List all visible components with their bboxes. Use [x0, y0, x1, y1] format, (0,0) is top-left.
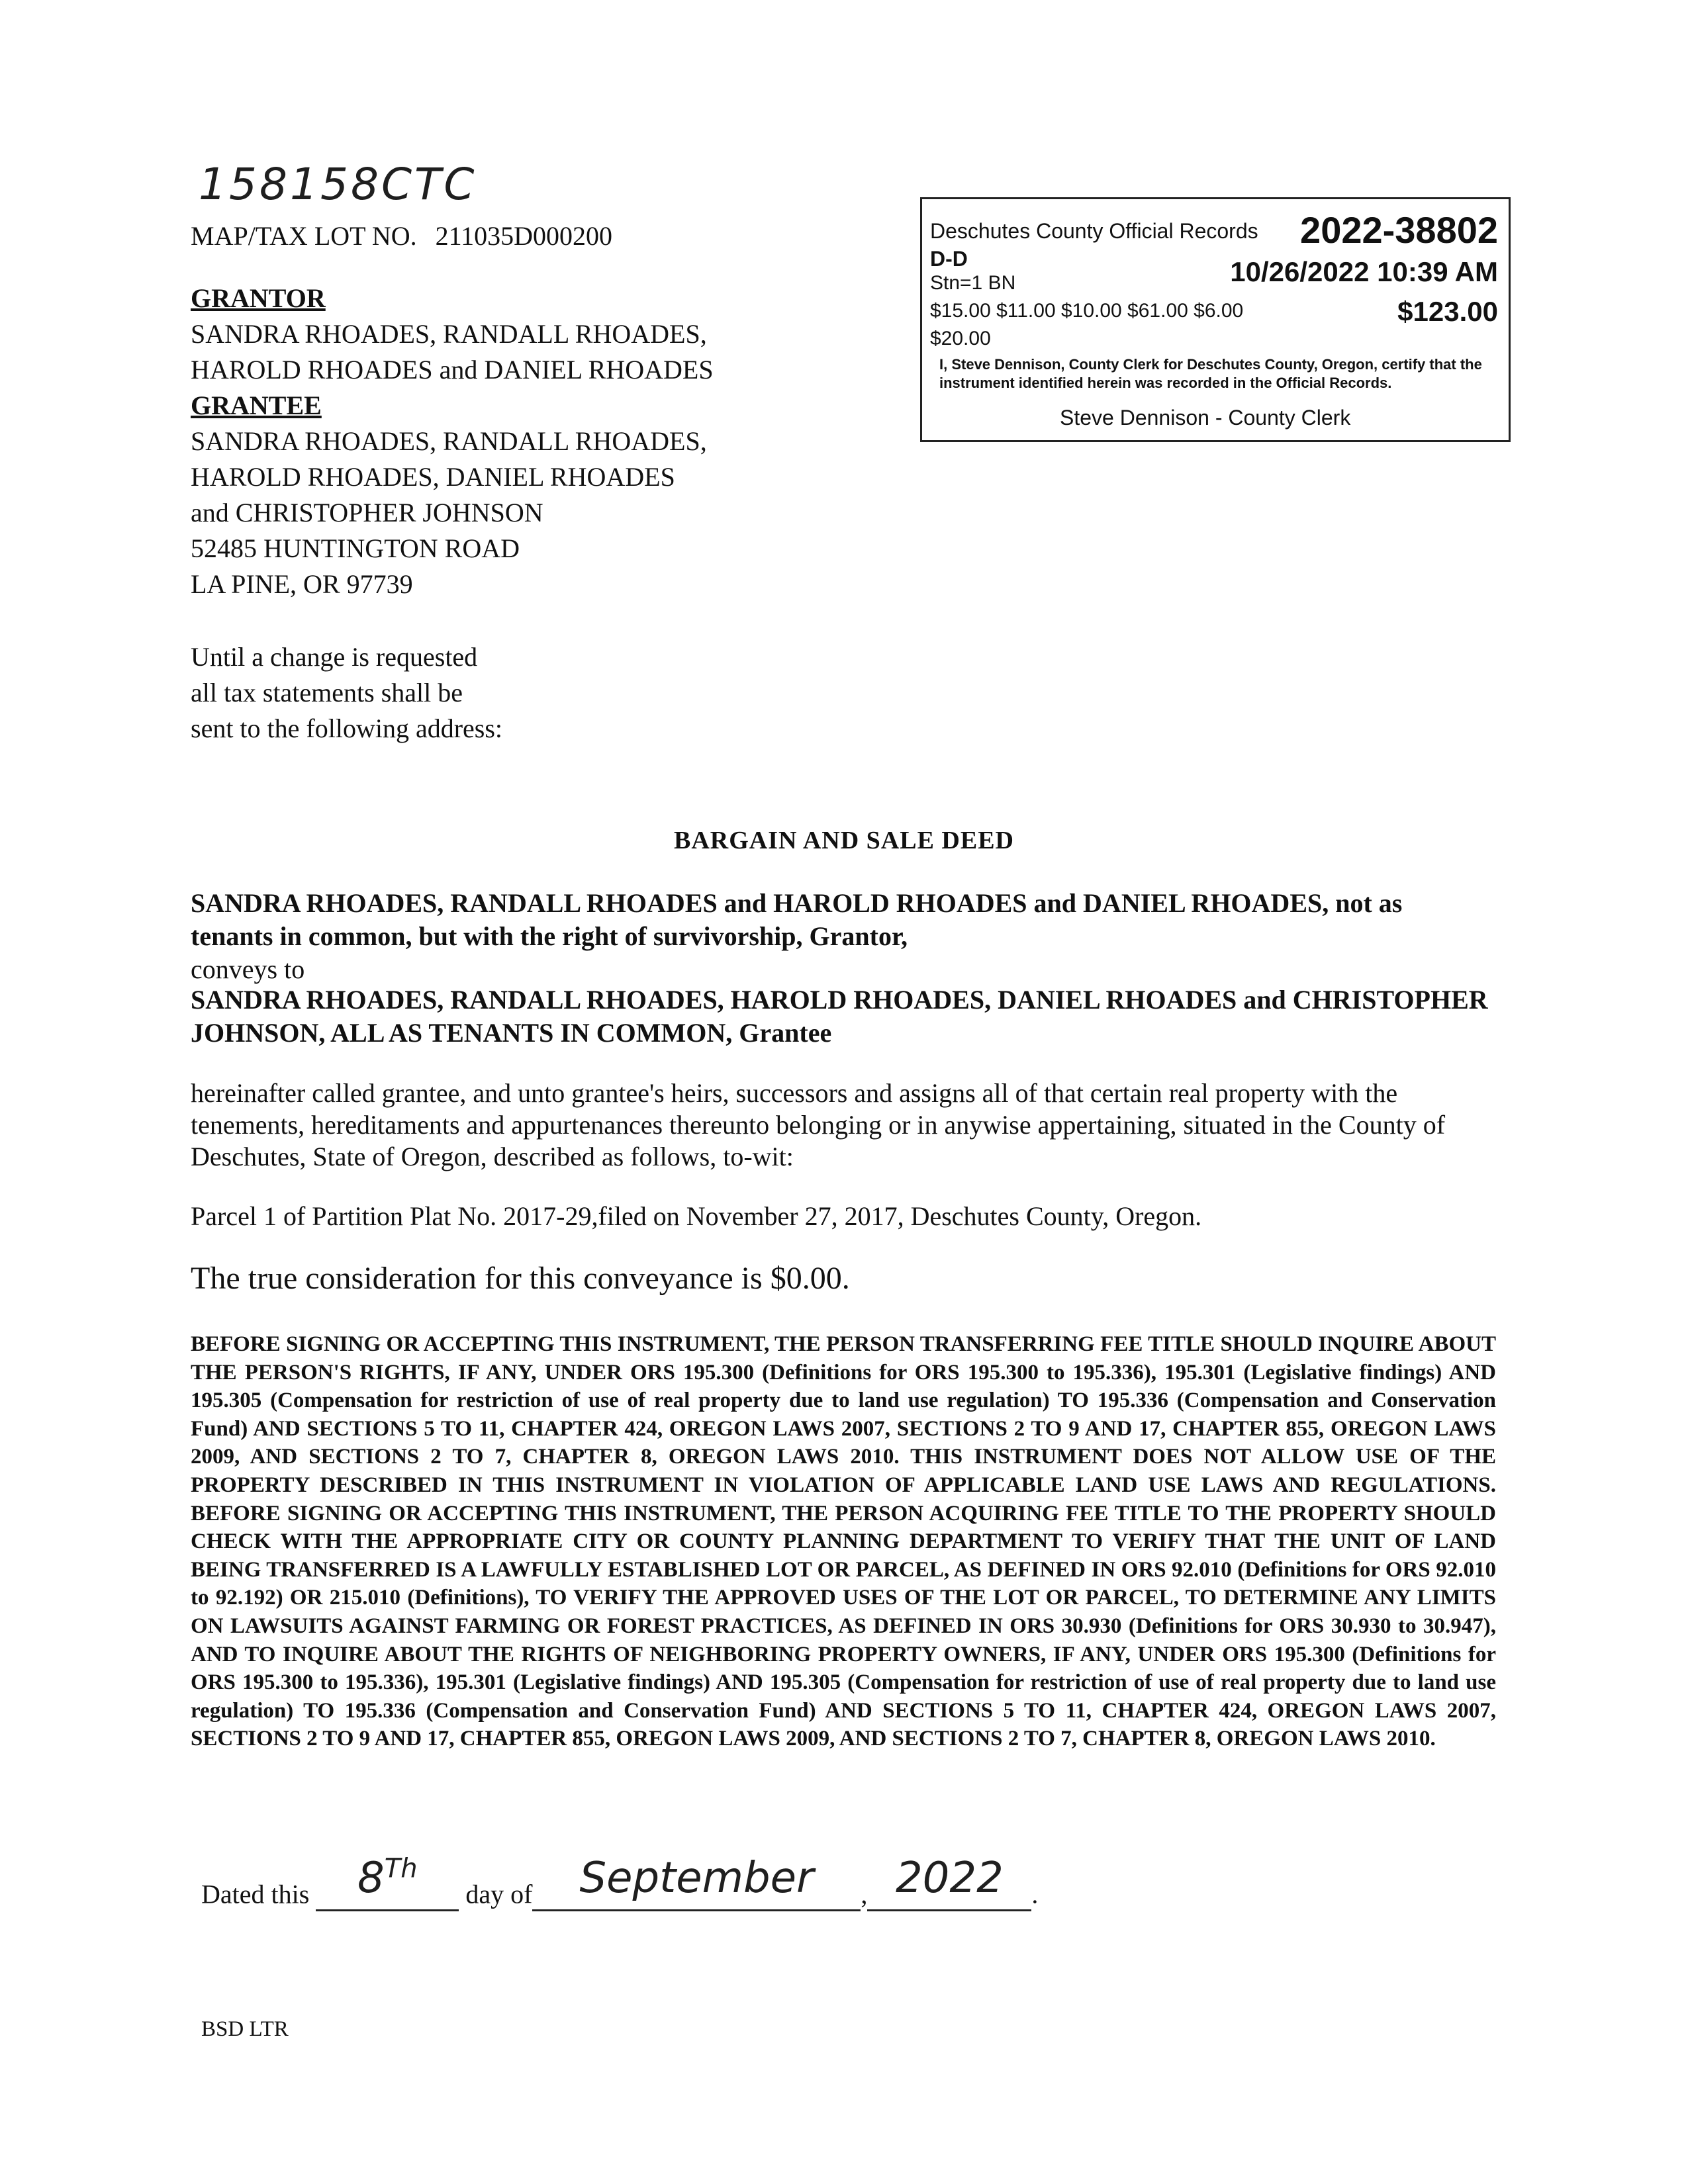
recording-office: Deschutes County Official Records: [930, 219, 1258, 243]
recording-certification: I, Steve Dennison, County Clerk for Deschutes County, Oregon, certify that the instrument identified herein was recorded in the Official Records.: [939, 356, 1482, 391]
recording-total: $123.00: [1397, 296, 1498, 327]
day-value: 8: [357, 1854, 385, 1903]
tax-statement-note: [191, 639, 502, 747]
dated-end: .: [1031, 1879, 1039, 1909]
year-field: [867, 1854, 1031, 1911]
month-field: [532, 1854, 861, 1911]
grantee-line: LA PINE, OR 97739: [191, 569, 413, 599]
tax-note-line: sent to the following address:: [191, 713, 503, 743]
recording-doc-type: D-D: [930, 247, 968, 271]
grantor-line: SANDRA RHOADES, RANDALL RHOADES,: [191, 319, 707, 349]
grantor-heading: GRANTOR: [191, 283, 326, 313]
recording-station: Stn=1 BN: [930, 272, 1016, 294]
recording-clerk: Steve Dennison - County Clerk: [1060, 406, 1351, 430]
year-value: 2022: [895, 1854, 1004, 1903]
grantor-paragraph: SANDRA RHOADES, RANDALL RHOADES and HAROLD RHOADES and DANIEL RHOADES, not as tenants in common, but with the right of survivorship, Grantor,: [191, 888, 1403, 951]
deed-title: BARGAIN AND SALE DEED: [673, 827, 1015, 854]
dated-line: [201, 1854, 1039, 1911]
statutory-notice: BEFORE SIGNING OR ACCEPTING THIS INSTRUMENT, THE PERSON TRANSFERRING FEE TITLE SHOULD INQUIRE ABOUT THE PERSON'S RIGHTS, IF ANY, UNDER ORS 195.300 (Definitions for ORS 195.300 to 195.336), 195.301 (Legislative findings) AND 195.305 (Compensation for restriction of use of real property due to land use regulation) TO 195.336 (Compensation and Conservation Fund) AND SECTIONS 5 TO 11, CHAPTER 424, OREGON LAWS 2007, SECTIONS 2 TO 9 AND 17, CHAPTER 855, OREGON LAWS 2009, AND SECTIONS 2 TO 7, CHAPTER 8, OREGON LAWS 2010. THIS INSTRUMENT DOES NOT ALLOW USE OF THE PROPERTY DESCRIBED IN THIS INSTRUMENT IN VIOLATION OF APPLICABLE LAND USE LAWS AND REGULATIONS. BEFORE SIGNING OR ACCEPTING THIS INSTRUMENT, THE PERSON ACQUIRING FEE TITLE TO THE PROPERTY SHOULD CHECK WITH THE APPROPRIATE CITY OR COUNTY PLANNING DEPARTMENT TO VERIFY THAT THE UNIT OF LAND BEING TRANSFERRED IS A LAWFULLY ESTABLISHED LOT OR PARCEL, AS DEFINED IN ORS 92.010 (Definitions for ORS 92.010 to 92.192) OR 215.010 (Definitions), TO VERIFY THE APPROVED USES OF THE LOT OR PARCEL, TO DETERMINE ANY LIMITS ON LAWSUITS AGAINST FARMING OR FOREST PRACTICES, AS DEFINED IN ORS 30.930 (Definitions for ORS 30.930 to 30.947), AND TO INQUIRE ABOUT THE RIGHTS OF NEIGHBORING PROPERTY OWNERS, IF ANY, UNDER ORS 195.300 (Definitions for ORS 195.300 to 195.336), 195.301 (Legislative findings) AND 195.305 (Compensation for restriction of use of real property due to land use regulation) TO 195.336 (Compensation and Conservation Fund) AND SECTIONS 5 TO 11, CHAPTER 424, OREGON LAWS 2007, SECTIONS 2 TO 9 AND 17, CHAPTER 855, OREGON LAWS 2009, AND SECTIONS 2 TO 7, CHAPTER 8, OREGON LAWS 2010.: [191, 1332, 1496, 1751]
dated-prefix: Dated this: [201, 1879, 310, 1909]
map-tax-lot: [191, 218, 612, 254]
grantee-line: and CHRISTOPHER JOHNSON: [191, 498, 543, 527]
recording-fee-extra: $20.00: [930, 328, 991, 349]
grantor-line: HAROLD RHOADES and DANIEL RHOADES: [191, 355, 714, 385]
map-tax-label: MAP/TAX LOT NO.: [191, 221, 417, 251]
tax-note-line: Until a change is requested: [191, 642, 478, 672]
day-suffix: Th: [384, 1854, 418, 1884]
recording-stamp: [920, 197, 1511, 442]
form-code: BSD LTR: [201, 2017, 289, 2041]
grantee-line: 52485 HUNTINGTON ROAD: [191, 533, 520, 563]
tax-note-line: all tax statements shall be: [191, 678, 463, 707]
grantee-heading: GRANTEE: [191, 390, 322, 420]
recording-number: 2022-38802: [1300, 209, 1498, 251]
consideration-statement: The true consideration for this conveyance is $0.00.: [191, 1261, 850, 1296]
grantee-line: HAROLD RHOADES, DANIEL RHOADES: [191, 462, 675, 492]
conveys-to: conveys to: [191, 954, 305, 984]
grantor-names: [191, 316, 714, 388]
map-tax-value: 211035D000200: [435, 221, 613, 251]
grantee-line: SANDRA RHOADES, RANDALL RHOADES,: [191, 426, 707, 456]
dated-middle: day of: [465, 1879, 533, 1909]
recording-datetime: 10/26/2022 10:39 AM: [1230, 256, 1498, 287]
month-value: September: [579, 1854, 814, 1903]
recording-fees: $15.00 $11.00 $10.00 $61.00 $6.00: [930, 300, 1244, 322]
grantee-paragraph: SANDRA RHOADES, RANDALL RHOADES, HAROLD RHOADES, DANIEL RHOADES and CHRISTOPHER JOHNSON, ALL AS TENANTS IN COMMON, Grantee: [191, 985, 1488, 1048]
dated-comma: ,: [861, 1879, 868, 1909]
handwritten-file-number: 158158CTC: [199, 159, 477, 210]
habendum-paragraph: hereinafter called grantee, and unto grantee's heirs, successors and assigns all of that certain real property with the tenements, hereditaments and appurtenances thereunto belonging or in anywise appertaining, situated in the County of Deschutes, State of Oregon, described as follows, to-wit:: [191, 1078, 1446, 1171]
day-field: [316, 1854, 459, 1911]
grantee-names-address: [191, 424, 707, 602]
parcel-description: Parcel 1 of Partition Plat No. 2017-29,filed on November 27, 2017, Deschutes County, Oregon.: [191, 1201, 1202, 1231]
